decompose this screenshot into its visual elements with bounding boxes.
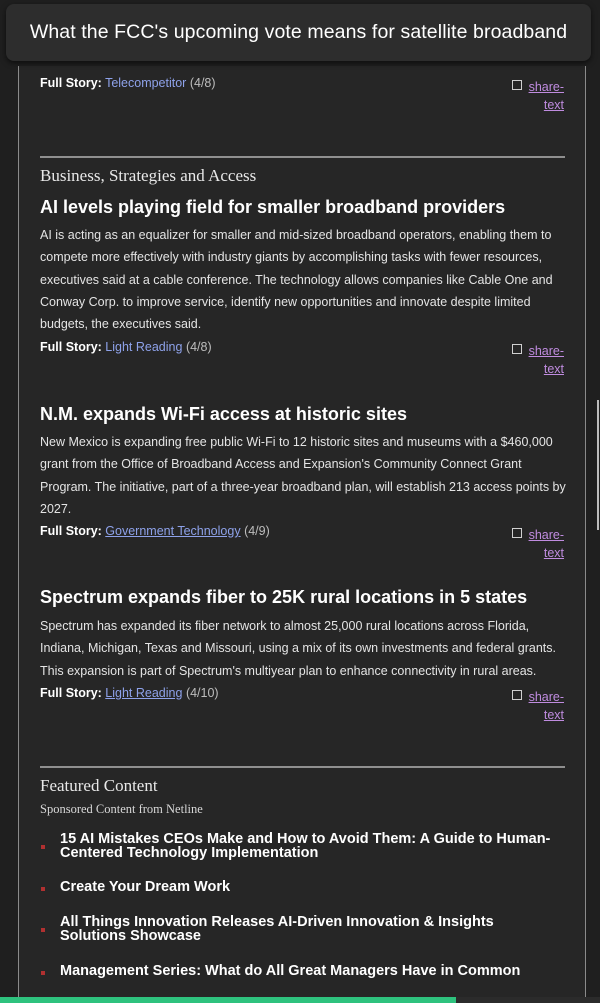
bullet-icon <box>41 845 45 849</box>
section-divider <box>40 766 565 768</box>
title-bar <box>6 4 591 61</box>
featured-item-link[interactable]: Create Your Dream Work <box>60 879 231 895</box>
bullet-icon <box>41 887 45 891</box>
share-text-link[interactable]: share- text <box>528 344 564 376</box>
share-text-control[interactable] <box>512 78 564 114</box>
story-date: (4/9) <box>244 524 270 538</box>
bullet-icon <box>41 928 45 932</box>
story-headline[interactable]: Spectrum expands fiber to 25K rural locations in 5 states <box>40 587 528 607</box>
share-text-control[interactable] <box>512 526 564 562</box>
share-checkbox[interactable] <box>512 80 522 90</box>
story-summary: AI is acting as an equalizer for smaller and mid-sized broadband operators, enabling them to compete more effectively with industry giants by accomplishing tasks with fewer resources, executives said at a cable conference. The technology allows companies like Cable One and Conway Corp. to improve service, identify new opportunities and innovate despite limited budgets, the executives said. <box>40 228 553 332</box>
story-date: (4/8) <box>185 340 212 354</box>
share-text-link[interactable]: share- text <box>528 528 564 560</box>
full-story-line: Full Story: Light Reading (4/10) <box>40 686 219 700</box>
share-text-control[interactable] <box>512 688 564 724</box>
featured-item-link[interactable]: All Things Innovation Releases AI-Driven Innovation & Insights Solutions Showcase <box>60 914 494 944</box>
reading-progress-fill <box>0 997 456 1003</box>
source-link[interactable]: Government Technology <box>105 524 241 538</box>
share-text-link[interactable]: share- text <box>528 80 564 112</box>
story-headline[interactable]: AI levels playing field for smaller broadband providers <box>40 197 506 217</box>
full-story-line: Full Story: Telecompetitor (4/8) <box>40 76 216 90</box>
featured-item-link[interactable]: 15 AI Mistakes CEOs Make and How to Avoid Them: A Guide to Human-Centered Technology Implementation <box>60 831 551 861</box>
scrollbar-thumb[interactable] <box>597 400 599 530</box>
share-checkbox[interactable] <box>512 528 522 538</box>
share-checkbox[interactable] <box>512 344 522 354</box>
source-link[interactable]: Telecompetitor <box>105 76 187 90</box>
featured-item-link[interactable]: Management Series: What do All Great Managers Have in Common <box>60 963 521 979</box>
featured-title: Featured Content <box>40 776 158 795</box>
section-title: Business, Strategies and Access <box>40 166 257 185</box>
source-link[interactable]: Light Reading <box>105 340 183 354</box>
page-title: What the FCC's upcoming vote means for satellite broadband <box>29 21 568 43</box>
share-checkbox[interactable] <box>512 690 522 700</box>
story-date: (4/10) <box>185 686 219 700</box>
story-summary: New Mexico is expanding free public Wi-Fi to 12 historic sites and museums with a $460,000 grant from the Office of Broadband Access and Expansion's Community Connect Grant Program. The initiative, part of a three-year broadband plan, will establish 213 access points by 2027. <box>40 435 566 516</box>
bullet-icon <box>41 971 45 975</box>
source-link[interactable]: Light Reading <box>105 686 183 700</box>
section-divider <box>40 156 565 158</box>
story-headline[interactable]: N.M. expands Wi-Fi access at historic sites <box>40 404 407 424</box>
story-date: (4/8) <box>189 76 216 90</box>
share-text-link[interactable]: share- text <box>528 690 564 722</box>
reading-progress-bar <box>0 997 600 1003</box>
sponsor-label: Sponsored Content from Netline <box>40 802 203 816</box>
full-story-line: Full Story: Light Reading (4/8) <box>40 340 212 354</box>
story-summary: Spectrum has expanded its fiber network to almost 25,000 rural locations across Florida, Indiana, Michigan, Texas and Missouri, using a mix of its own investments and federal grants. This expansion is part of Spectrum's multiyear plan to enhance connectivity in rural areas. <box>40 619 557 678</box>
full-story-line: Full Story: Government Technology (4/9) <box>40 524 270 538</box>
share-text-control[interactable] <box>512 342 564 378</box>
